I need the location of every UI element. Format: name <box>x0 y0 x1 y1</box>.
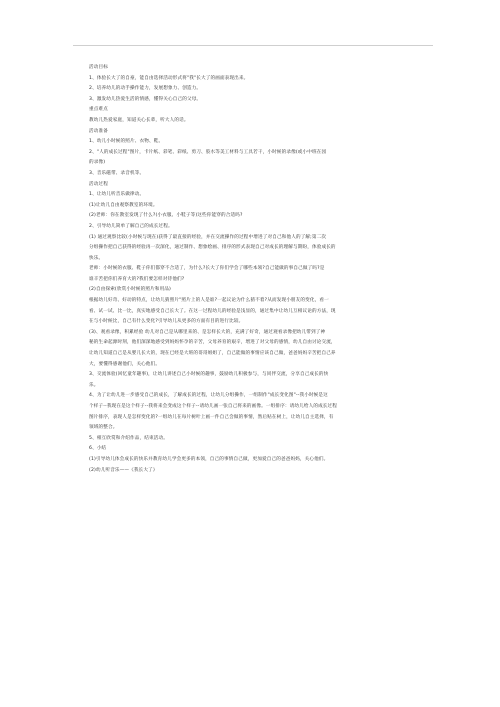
document-line: 1、体验长大了的自豪，能自由选择活动形式将"我"长大了的画面表现出来。 <box>89 75 249 81</box>
document-line: 5、相互欣赏和介绍作品，结束活动。 <box>89 435 168 441</box>
document-body <box>89 63 424 476</box>
document-line: 2、培养幼儿的动手操作能力，发展想象力、创造力。 <box>89 86 202 92</box>
document-line: (2)自由探索(欣赏小时候的照片和用品) <box>89 287 171 293</box>
document-line: 2、引导幼儿简单了解自己的成长过程。 <box>89 223 173 229</box>
document-line: 活动目标 <box>89 65 108 70</box>
document-line: 2、"人的成长过程"图片，卡片纸、彩笔、彩纸、剪刀、胶水等美工材料与工具若干，小时候的录像(或小中班在园 <box>89 149 327 155</box>
document-line: (2)幼儿听音乐——《我长大了》 <box>89 467 158 473</box>
document-line: 秘的生命起源时刻，他们深深地感受到妈妈怀孕的辛苦，父母养育的艰辛，增进了对父母的感情，幼儿自由讨论交流， <box>89 340 336 346</box>
document-line: 活动过程 <box>89 181 108 187</box>
document-line: 4、为了让幼儿进一步感受自己的成长，了解成长的过程，让幼儿分组操作，一组制作"成长变化图"--我小时候是这 <box>89 393 328 399</box>
document-line: 1、让幼儿听音乐做律动。 <box>89 192 145 198</box>
document-line: 领域的整合。 <box>89 425 118 431</box>
document-line: 3、交流体验(回忆童年趣事)，让幼儿讲述自己小时候的趣事，鼓励幼儿积极参与，与同伴交流，分享自己成长的快 <box>89 372 329 378</box>
document-line: 快乐。 <box>89 255 104 261</box>
document-line: (3)、观看录像，积累经验 幼儿对自己是从哪里来的、是怎样长大的，充满了好奇，通过观看录像把幼儿带到了神 <box>89 329 326 335</box>
document-line: 分组操作把自己获得的经验再一次深化，通过制作、想象绘画、排序的形式表现自己对成长的理解与期盼，体验成长的 <box>89 245 336 251</box>
document-line: (2)老师：你在教室发现了什么?(小衣服、小鞋子等)这些你能穿的合适吗? <box>89 213 243 219</box>
document-line: 3、音乐磁带、录音机等。 <box>89 170 145 176</box>
document-line: 根据幼儿好奇、好动的特点，让幼儿猜照片"照片上的人是谁?一起议论为什么猜不着?从而发现小朋友的变化，看一 <box>89 298 329 304</box>
document-line: 个样子--我现在是这个样子--我将来会变成这个样子--请幼儿画一张自己将来的画像。一组排序：请幼儿给人的成长过程 <box>89 404 338 409</box>
document-line: 重点难点 <box>89 107 108 113</box>
document-line: 让幼儿知道自己是从婴儿长大的，现在已经是大班的哥哥姐姐了，自己能做的事情应该自己做，爸爸妈妈辛苦把自己养 <box>89 351 336 357</box>
document-line: (1)引导幼儿体会成长的快乐并教育幼儿学会更多的本领，自己的事情自己做，更加爱自己的爸爸妈妈，关心他们。 <box>89 456 329 462</box>
document-line: 乐。 <box>89 382 99 388</box>
document-line: 图片排序，表现人是怎样变化的?一组幼儿在每片树叶上画一件自己会做的事情，然后贴在树上，让幼儿自主选择，有 <box>89 414 334 420</box>
document-line: (1) 通过观察比较(小时候与现在)获得了最直接的经验，并在交流操作的过程中增进了对自己和他人的了解;第二次 <box>89 234 327 240</box>
document-line: 谁辛苦把你们养育大的?我们要怎样对待他们? <box>89 276 185 282</box>
document-line: 3、激发幼儿热爱生活的情感，懂得关心自己的父母。 <box>89 96 202 102</box>
document-line: 教幼儿热爱家庭，知道关心长辈，听大人的话。 <box>89 117 189 123</box>
document-line: 的录像) <box>89 160 106 166</box>
document-line: 6、小结 <box>89 446 107 452</box>
document-line: 老师：小时候的衣服、鞋子你们都穿不合适了，为什么?长大了你们学会了哪些本领?自己能做的事自己做了吗?是 <box>89 266 325 272</box>
document-line: 活动准备 <box>89 128 108 134</box>
document-line: 大，要懂得感谢他们，关心他们。 <box>89 361 161 367</box>
document-line: (1)让幼儿自由观察教室的环境。 <box>89 202 158 208</box>
document-line: 1、幼儿小时候的照片、衣物、鞋。 <box>89 139 164 145</box>
document-line: 看、试一试、比一比，真实地感受自己长大了。在这一过程幼儿的经验是浅显的，通过集中让幼儿互相议论的方法，现 <box>89 308 336 314</box>
header-rule <box>73 45 433 46</box>
document-line: 在与小时候比，自己有什么变化?引导幼儿从更多的方面有目的进行比较。 <box>89 319 244 325</box>
